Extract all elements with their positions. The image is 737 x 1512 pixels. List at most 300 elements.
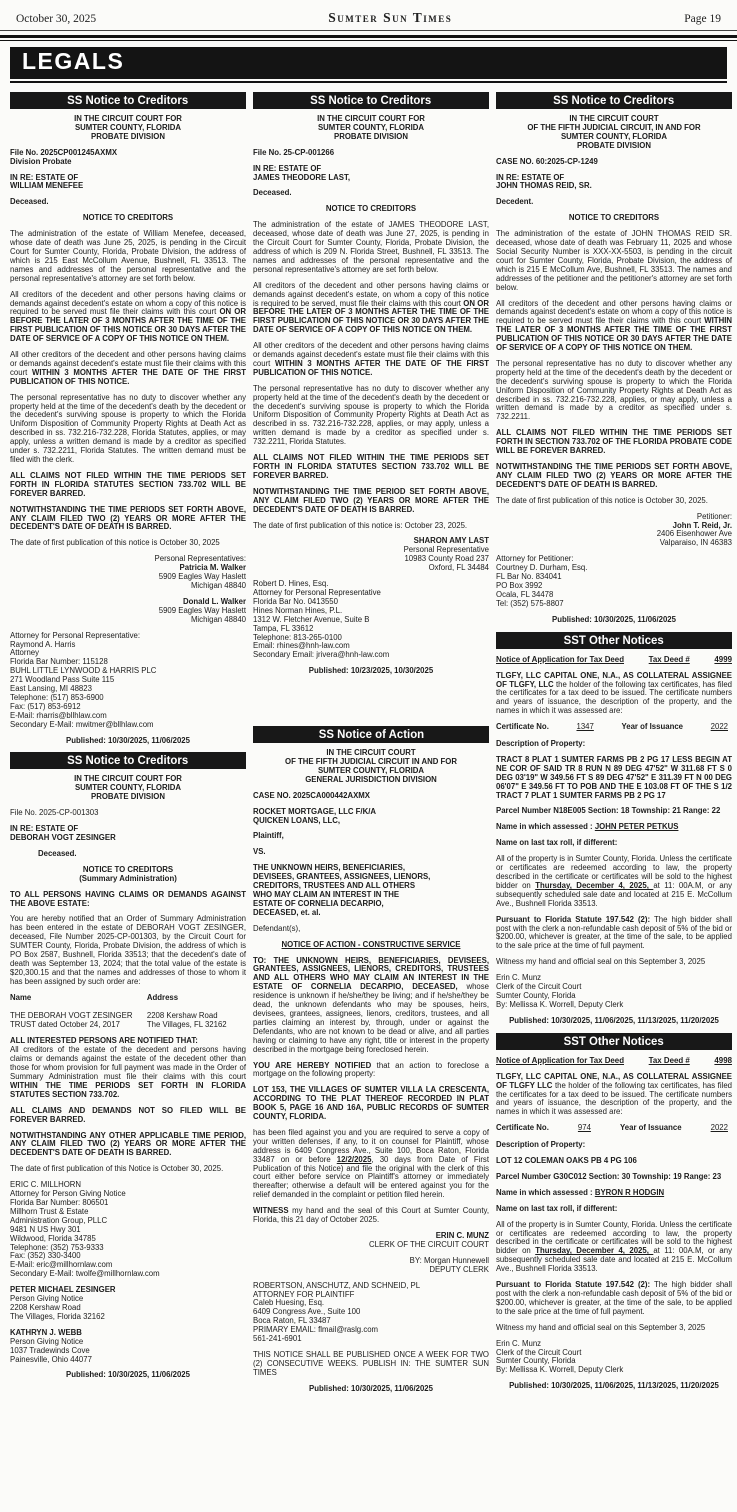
text-segment: Year of Issuance: [621, 722, 684, 732]
text-segment: Defendant(s),: [253, 923, 301, 933]
notice-paragraph: [496, 463, 732, 490]
text-segment: DECEASED, et. al.: [253, 907, 321, 917]
text-segment: Telephone: 813-265-0100: [253, 632, 342, 642]
text-segment: The administration of the estate of William Menefee, deceased, whose date of death was June 25, 2025, is pending in the Circuit Court for Sumter County, Florida, Probate Division, the address of which is 215 East McCollum Avenue, Bushnell, FL 33513. The names and addresses of the personal representative and the personal representative's attorney are set forth below.: [10, 229, 246, 283]
notice-section: [10, 92, 246, 745]
page-header: [0, 0, 737, 31]
text-segment: Fax: (517) 853-6912: [10, 701, 81, 711]
text-segment: Hines Norman Hines, P.L.: [253, 605, 343, 615]
text-segment: Name in which assessed :: [496, 822, 595, 832]
notice-paragraph: [253, 1086, 489, 1122]
text-lines: [10, 174, 246, 192]
text-segment: Parcel Number G30C012 Section: 30 Township: 19 Range: 23: [496, 1171, 722, 1181]
text-lines: [253, 749, 489, 785]
text-segment: TRUST dated October 24, 2017: [10, 1019, 120, 1029]
notice-paragraph: [253, 488, 489, 515]
text-line: [496, 198, 732, 207]
text-line: [10, 809, 246, 818]
text-segment: Florida Bar Number: 806501: [10, 1198, 109, 1207]
text-segment: the holder of the following tax certificates, has filed the certificates for a tax deed to be issued. The certificate numbers and years of issuance, the description of the property, and the names in which it was assessed are:: [496, 1080, 732, 1117]
text-line: [496, 158, 732, 167]
legals-banner-title: LEGALS: [22, 48, 125, 74]
text-lines: [253, 941, 489, 950]
text-segment: IN RE: ESTATE OF: [10, 172, 79, 182]
notice-paragraph: [253, 1351, 489, 1378]
text-segment: Millhorn Trust & Estate: [10, 1206, 89, 1216]
text-segment: By: Mellissa K. Worrell, Deputy Clerk: [496, 999, 624, 1009]
notice-paragraph: [10, 230, 246, 283]
text-segment: IN THE CIRCUIT COURT FOR: [74, 774, 182, 784]
text-segment: 2022: [710, 1123, 728, 1133]
text-segment: Witness my hand and official seal on this September 3, 2025: [496, 957, 706, 967]
text-segment: Name in which assessed :: [496, 1187, 595, 1197]
text-segment: Published: 10/23/2025, 10/30/2025: [308, 666, 434, 676]
text-segment: TO ALL PERSONS HAVING CLAIMS OR DEMANDS AGAINST THE ABOVE ESTATE:: [10, 889, 246, 908]
notice-paragraph: [10, 472, 246, 499]
text-segment: Petitioner:: [696, 511, 732, 521]
text-line: [253, 667, 489, 676]
text-segment: Tel: (352) 575-8807: [496, 598, 564, 608]
notice-paragraph: [496, 672, 732, 717]
header-double-rule: [0, 35, 737, 41]
section-title-bar: [496, 1033, 732, 1050]
text-line: [496, 1366, 732, 1375]
text-line: [10, 1371, 246, 1380]
text-lines: [253, 864, 489, 917]
text-segment: NOTICE TO CREDITORS: [325, 204, 417, 214]
text-segment: The personal representative has no duty to discover whether any property held at the time of the decedent's death by the decedent or the decedent's surviving spouse is property to which the Florida Uniform Disposition of Community Property Rights at Death Act as described in ss. 732.216-732.228, Florida Statutes, applies, or may apply, unless a written demand is made by a creditor as specified under s. 732.2211, Florida Statutes. The written demand must be filed with the clerk.: [10, 392, 246, 464]
text-line: [496, 214, 732, 223]
text-segment: PETER MICHAEL ZESINGER: [10, 1285, 116, 1295]
notice-section: [10, 752, 246, 1380]
text-line: [496, 1001, 732, 1010]
text-segment: Raymond A. Harris: [10, 639, 76, 649]
text-segment: SUMTER COUNTY, FLORIDA: [560, 131, 668, 141]
text-segment: Name: [10, 992, 32, 1002]
text-segment: NOTWITHSTANDING THE TIME PERIODS SET FORTH ABOVE, ANY CLAIM FILED TWO (2) YEARS OR MORE AFTER THE DECEDENT'S DATE OF DEATH IS BARRED.: [496, 462, 732, 489]
text-line: [253, 651, 489, 660]
text-segment: Thursday, December 4, 2025,: [535, 1246, 654, 1256]
notice-paragraph: [496, 497, 732, 506]
text-lines: [10, 1371, 246, 1380]
text-segment: DEPUTY CLERK: [429, 1264, 489, 1274]
text-segment: Year of Issuance: [620, 1123, 682, 1133]
text-segment: WITNESS: [253, 1206, 289, 1216]
text-segment: Pursuant to Florida Statute 197.542 (2):: [496, 914, 651, 924]
text-segment: Secondary E-Mail: mwitmer@bllhlaw.com: [10, 719, 154, 729]
text-segment: Deceased.: [38, 848, 77, 858]
text-segment: Deceased.: [253, 188, 292, 198]
text-segment: Painesville, Ohio 44077: [10, 1354, 92, 1364]
text-lines: [496, 214, 732, 223]
text-lines: [253, 115, 489, 142]
text-segment: The personal representative has no duty to discover whether any property held at the time of the decedent's death by the decedent or the decedent's surviving spouse is property to which the Florida Uniform Disposition of Community Property Rights at Death Act as described in ss. 732.216-732.228, applies, or may apply, unless a written demand is made by a creditor as specified under s. 732.2211.: [496, 358, 732, 422]
notice-section: [253, 92, 489, 723]
text-line: [10, 182, 246, 191]
tax-deed-header-left: Notice of Application for Tax Deed: [496, 1055, 625, 1065]
text-segment: All other creditors of the decedent and other persons having claims or demands against decedent's estate must file their claims with this court: [253, 341, 489, 368]
notice-paragraph: [253, 1062, 489, 1080]
text-segment: GENERAL JURISDICTION DIVISION: [305, 774, 437, 784]
text-segment: IN RE: ESTATE OF: [253, 163, 322, 173]
text-line: [10, 850, 246, 859]
notice-paragraph: [10, 351, 246, 387]
text-segment: Michigan 48840: [190, 580, 246, 590]
text-segment: 5909 Eagles Way Haslett: [158, 572, 246, 582]
text-lines: [10, 555, 246, 591]
section-title-bar: [253, 726, 489, 743]
text-line: [253, 1266, 489, 1275]
text-segment: IN THE CIRCUIT COURT FOR: [74, 114, 182, 123]
text-segment: BY: Morgan Hunnewell: [409, 1255, 489, 1265]
text-segment: All other creditors of the decedent and other persons having claims or demands against decedent's estate must file their claims with this court: [10, 350, 246, 377]
text-lines: [496, 1340, 732, 1376]
text-segment: 5909 Eagles Way Haslett: [158, 605, 246, 615]
notice-paragraph: [10, 1165, 246, 1174]
text-segment: Division Probate: [10, 156, 72, 166]
text-segment: ON OR BEFORE THE LATER OF 3 MONTHS AFTER THE TIME OF THE FIRST PUBLICATION OF THIS NOTICE OR 30 DAYS AFTER THE DATE OF SERVICE OF A COPY OF THIS NOTICE ON THEM.: [10, 307, 247, 344]
text-segment: OF THE FIFTH JUDICIAL CIRCUIT IN AND FOR: [285, 757, 457, 767]
text-segment: Pursuant to Florida Statute 197.542 (2):: [496, 1280, 651, 1290]
text-line: [496, 600, 732, 609]
text-segment: 974: [577, 1123, 591, 1133]
text-segment: Name on last tax roll, if different:: [496, 1203, 618, 1213]
text-segment: IN RE: ESTATE OF: [10, 824, 79, 834]
text-segment: SUMTER COUNTY, FLORIDA: [317, 765, 425, 775]
name-address-header: [10, 994, 246, 1003]
text-lines: [253, 165, 489, 183]
notice-paragraph: [253, 342, 489, 378]
legal-notice-columns: [0, 83, 737, 1401]
tax-deed-header-right: 4998: [714, 1055, 732, 1065]
text-lines: [10, 214, 246, 223]
newspaper-name: Sumter Sun Times: [328, 10, 453, 25]
tax-deed-header-mid: Tax Deed #: [648, 1055, 690, 1065]
notice-paragraph: [496, 740, 732, 749]
text-line: [10, 133, 246, 142]
notice-paragraph: [496, 1205, 732, 1214]
text-segment: PROBATE DIVISION: [91, 131, 165, 141]
text-lines: [10, 598, 246, 625]
text-line: [253, 925, 489, 934]
text-line: [253, 205, 489, 214]
text-segment: The date of first publication of this notice is: October 23, 2025.: [253, 520, 468, 530]
section-title: SS Notice to Creditors: [67, 753, 189, 768]
notice-paragraph: [10, 394, 246, 465]
text-lines: [10, 866, 246, 884]
text-segment: Erin C. Munz: [496, 1338, 542, 1348]
text-segment: Michigan 48840: [190, 614, 246, 624]
text-segment: File No. 2025CP001245AXMX: [10, 147, 118, 157]
text-segment: Published: 10/30/2025, 11/06/2025: [66, 1370, 190, 1380]
name-address-table: [10, 994, 246, 1030]
text-lines: [496, 1382, 732, 1391]
text-segment: OF THE FIFTH JUDICIAL CIRCUIT, IN AND FOR: [527, 122, 701, 132]
text-segment: PROBATE DIVISION: [577, 140, 651, 150]
text-lines: [253, 189, 489, 198]
text-line: [253, 1385, 489, 1394]
text-segment: Tampa, FL 33612: [253, 623, 314, 633]
text-segment: Description of Property:: [496, 739, 586, 749]
text-segment: IN RE: ESTATE OF: [496, 172, 565, 182]
text-segment: has been filed against you and you are required to serve a copy of your written defenses, if any, to it on counsel for Plaintiff, whose address is 6409 Congress Ave., Suite 100, Boca Raton, Florida 33487 on or before: [253, 1127, 489, 1164]
text-segment: Sumter County, Florida: [496, 990, 576, 1000]
text-segment: Sumter County, Florida: [496, 1356, 576, 1366]
text-segment: WITHIN THE TIME PERIODS SET FORTH IN FLORIDA STATUTES SECTION 733.702.: [10, 1080, 246, 1099]
text-segment: Clerk of the Circuit Court: [496, 1347, 582, 1357]
text-segment: Valparaiso, IN 46383: [659, 538, 732, 548]
text-segment: By: Mellissa K. Worrell, Deputy Clerk: [496, 1365, 624, 1375]
text-segment: The administration of the estate of JOHN THOMAS REID SR. deceased, whose date of death was February 11, 2025 and whose Social Security Number is XXX-XX-5503, is pending in the circuit court for Sumter County, Florida, Probate Division, the address of which is 215 E McCollum Ave, Bushnell, FL 33513. The names and addresses of the petitioner and the petitioner's attorney are set forth below.: [496, 229, 732, 292]
text-lines: [253, 1385, 489, 1394]
text-lines: [253, 1282, 489, 1344]
text-lines: [10, 149, 246, 167]
text-segment: NOTWITHSTANDING THE TIME PERIOD SET FORTH ABOVE, ANY CLAIM FILED TWO (2) YEARS OR MORE AFTER THE DECEDENT'S DATE OF DEATH IS BARRED.: [253, 486, 489, 514]
text-segment: FL Bar No. 834041: [496, 572, 562, 582]
text-segment: 2208 Kershaw Road: [10, 1302, 81, 1312]
section-title-bar: [253, 92, 489, 109]
text-segment: File No. 2025-CP-001303: [10, 808, 99, 818]
text-segment: Secondary Email: jrivera@hnh-law.com: [253, 650, 390, 660]
text-lines: [10, 115, 246, 142]
text-segment: Telephone: (517) 853-6900: [10, 692, 104, 702]
text-segment: THIS NOTICE SHALL BE PUBLISHED ONCE A WEEK FOR TWO (2) CONSECUTIVE WEEKS. PUBLISH IN: THE SUMTER SUN TIMES: [253, 1349, 489, 1377]
text-segment: Person Giving Notice: [10, 1336, 84, 1346]
text-segment: E-Mail: rharris@bllhlaw.com: [10, 710, 107, 720]
tax-deed-header-row: [496, 1056, 732, 1065]
notice-paragraph: [496, 1073, 732, 1118]
text-segment: Email: rhines@hnh-law.com: [253, 641, 350, 651]
text-line: [496, 1017, 732, 1026]
text-segment: ALL CLAIMS NOT FILED WITHIN THE TIME PERIODS SET FORTH IN SECTION 733.702 OF THE FLORIDA PROBATE CODE WILL BE FOREVER BARRED.: [496, 428, 732, 456]
text-segment: Donald L. Walker: [183, 596, 246, 606]
text-line: [10, 737, 246, 746]
text-segment: Decedent.: [496, 197, 534, 207]
text-line: [253, 776, 489, 785]
notice-paragraph: [10, 506, 246, 533]
section-title: SS Notice of Action: [318, 727, 424, 742]
section-title-bar: [10, 752, 246, 769]
notice-paragraph: [10, 915, 246, 986]
text-lines: [496, 555, 732, 608]
page-number: Page 19: [684, 13, 721, 25]
text-line: [496, 142, 732, 151]
section-title-bar: [496, 92, 732, 109]
text-lines: [10, 809, 246, 818]
notice-paragraph: [496, 839, 732, 848]
text-line: [10, 834, 246, 843]
text-segment: NOTICE TO CREDITORS: [568, 213, 660, 223]
text-segment: Description of Property:: [496, 1140, 586, 1150]
text-segment: Attorney for Personal Representative: [253, 587, 381, 597]
text-segment: Thursday, December 4, 2025,: [535, 880, 654, 890]
text-segment: SUMTER COUNTY, FLORIDA: [74, 122, 182, 132]
text-segment: Personal Representatives:: [154, 554, 246, 564]
text-segment: Oxford, FL 34484: [428, 563, 489, 573]
notice-section: [496, 632, 732, 1026]
text-line: [253, 817, 489, 826]
text-segment: my hand and the seal of this Court at Sumter County, Florida, this 21 day of October 2025.: [253, 1206, 489, 1225]
notice-paragraph: [496, 855, 732, 908]
text-line: [496, 182, 732, 191]
tax-deed-header-right: 4999: [714, 654, 732, 664]
text-segment: The Villages, FL 32162: [146, 1019, 227, 1029]
text-lines: [496, 1017, 732, 1026]
text-segment: PRIMARY EMAIL: flmail@raslg.com: [253, 1325, 379, 1335]
text-segment: Attorney: [10, 648, 40, 658]
text-lines: [496, 974, 732, 1010]
text-segment: The high bidder shall post with the clerk a non-refundable cash deposit of 5% of the bid or $200.00, whichever is greater, at the time of the sale, to be applied to the sale price at the time of full payment.: [496, 1280, 732, 1316]
text-segment: NOTICE TO CREDITORS: [82, 864, 174, 874]
spacer: [253, 683, 489, 723]
text-segment: John T. Reid, Jr.: [672, 520, 732, 530]
text-lines: [253, 925, 489, 934]
text-segment: Published: 10/30/2025, 11/06/2025: [552, 614, 676, 624]
text-segment: 10983 County Road 237: [404, 554, 489, 564]
text-segment: 2022: [710, 722, 728, 732]
text-segment: , 30 days from Date of First Publication of this Notice) and file the original with the clerk of this court either before service on Plaintiff's attorney or immediately thereafter; otherwise a default will be entered against you for the relief demanded in the complaint or petition filed herein.: [253, 1154, 489, 1200]
text-line: [496, 1382, 732, 1391]
text-segment: TRACT 8 PLAT 1 SUMTER FARMS PB 2 PG 17 LESS BEGIN AT NE COR OF SAID TR 8 RUN N 89 DEG 47'52" W 311.68 FT S 0 DEG 03'19" W 349.56 FT S 89 DEG 47'52" E 311.39 FT N 00 DEG 06'07" E 349.56 FT TO POB AND THE E 103.08 FT OF THE S 1/2 TRACT 7 PLAT 1 SUMTER FARMS PB 2 PG 17: [496, 754, 732, 800]
notice-paragraph: [10, 291, 246, 344]
text-line: [253, 564, 489, 573]
notice-section: [496, 92, 732, 625]
text-segment: Erin C. Munz: [496, 973, 542, 983]
notice-paragraph: [496, 916, 732, 952]
text-lines: [253, 1232, 489, 1250]
notice-paragraph: [10, 1132, 246, 1159]
text-lines: [253, 149, 489, 158]
text-segment: NOTICE TO CREDITORS: [82, 213, 174, 223]
text-lines: [253, 848, 489, 857]
text-segment: Boca Raton, FL 33487: [253, 1316, 331, 1326]
text-segment: All creditors of the decedent and other persons having claims or demands against decedent's estate on whom a copy of this notice is required to be served must file their claims with this court: [496, 298, 732, 326]
text-segment: 12/2/2025: [336, 1154, 372, 1164]
text-line: [253, 1335, 489, 1344]
text-segment: The date of first publication of this Notice is October 30, 2025.: [10, 1164, 224, 1174]
text-segment: 271 Woodland Pass Suite 115: [10, 675, 115, 685]
notice-section: [496, 1033, 732, 1391]
text-segment: Witness my hand and official seal on this September 3, 2025: [496, 1322, 706, 1332]
text-lines: [496, 616, 732, 625]
text-line: [253, 174, 489, 183]
text-lines: [10, 1286, 246, 1322]
text-line: [496, 539, 732, 548]
text-segment: JOHN PETER PETKUS: [594, 822, 679, 832]
text-segment: VS.: [253, 847, 266, 857]
text-segment: TO: THE UNKNOWN HEIRS, BENEFICIARIES, DEVISEES, GRANTEES, ASSIGNEES, LIENORS, CREDITORS, TRUSTEES AND ALL OTHERS WHO MAY CLAIM AN INTEREST IN THE ESTATE OF CORNELIA DECARPIO, DECEASED,: [253, 955, 489, 992]
tax-deed-header-row: [496, 655, 732, 664]
text-segment: Telephone: (352) 753-9333: [10, 1242, 104, 1252]
notice-paragraph: [496, 1221, 732, 1274]
text-segment: JOHN THOMAS REID, SR.: [496, 181, 592, 191]
text-segment: ALL CLAIMS NOT FILED WITHIN THE TIME PERIODS SET FORTH IN FLORIDA STATUTES SECTION 733.702 WILL BE FOREVER BARRED.: [10, 470, 246, 498]
text-line: [253, 1241, 489, 1250]
text-segment: Plaintiff,: [253, 831, 284, 841]
text-lines: [496, 115, 732, 151]
text-line: [253, 832, 489, 841]
text-line: [10, 198, 246, 207]
legal-column-1: [10, 89, 246, 1387]
notice-paragraph: [496, 230, 732, 292]
text-segment: 561-241-6901: [253, 1334, 302, 1344]
notice-paragraph: [496, 429, 732, 456]
legal-column-3: [496, 89, 732, 1398]
text-line: [253, 909, 489, 918]
tax-deed-header-left: Notice of Application for Tax Deed: [496, 654, 625, 664]
notice-section: [253, 726, 489, 1393]
text-line: [10, 1270, 246, 1279]
text-segment: BYRON R HODGIN: [594, 1187, 665, 1197]
text-segment: Certificate No.: [496, 1123, 549, 1133]
text-lines: [10, 1329, 246, 1365]
text-segment: SUMTER COUNTY, FLORIDA: [74, 783, 182, 793]
text-segment: Attorney for Person Giving Notice: [10, 1189, 126, 1199]
text-segment: WHO MAY CLAIM AN INTEREST IN THE: [253, 890, 400, 899]
text-segment: Address: [146, 992, 179, 1002]
text-segment: Administration Group, PLLC: [10, 1215, 108, 1225]
text-segment: NOTICE OF ACTION - CONSTRUCTIVE SERVICE: [281, 939, 461, 949]
text-segment: Patricia M. Walker: [179, 563, 246, 573]
text-segment: IN THE CIRCUIT COURT: [326, 748, 416, 758]
text-segment: Published: 10/30/2025, 11/06/2025, 11/13/2025, 11/20/2025: [509, 1381, 719, 1391]
text-segment: PO Box 3992: [496, 580, 543, 590]
section-title: SST Other Notices: [563, 1033, 665, 1048]
text-line: [10, 1356, 246, 1365]
text-segment: The personal representative has no duty to discover whether any property held at the time of the decedent's death by the decedent or the decedent's surviving spouse is property to which the Florida Uniform Disposition of Community Property Rights at Death Act as described in ss. 732.216-732.228, applies, or may apply, unless a written demand is made by a creditor as specified under s. 732.2211, Florida Statutes.: [253, 383, 489, 447]
text-segment: Published: 10/30/2025, 11/06/2025, 11/13/2025, 11/20/2025: [509, 1015, 719, 1025]
notice-paragraph: [10, 1107, 246, 1125]
text-lines: [253, 1257, 489, 1275]
notice-paragraph: [253, 1129, 489, 1200]
text-segment: 1037 Tradewinds Cove: [10, 1345, 90, 1355]
text-line: [496, 616, 732, 625]
text-line: [253, 149, 489, 158]
certificate-row: [496, 1124, 732, 1133]
text-segment: whose residence is unknown if he/she/they be living; and if he/she/they be dead, the unknown defendants who may be spouses, heirs, devisees, grantees, assignees, lienors, creditors, trustees, and all parties claiming an interest by, through, under or against the Defendants, who are not known to be dead or alive, and all parties having or claiming to have any right, title or interest in the property described in the mortgage being foreclosed herein.: [253, 982, 489, 1054]
text-segment: 1347: [576, 722, 594, 732]
text-lines: [10, 825, 246, 843]
text-line: [10, 158, 246, 167]
notice-paragraph: [496, 1189, 732, 1198]
text-lines: [253, 580, 489, 660]
text-segment: CASE NO. 60:2025-CP-1249: [496, 156, 598, 166]
notice-paragraph: [496, 300, 732, 353]
text-line: [10, 793, 246, 802]
text-segment: SUMTER COUNTY, FLORIDA: [317, 122, 425, 132]
notice-paragraph: [10, 891, 246, 909]
text-lines: [253, 205, 489, 214]
section-title: SS Notice to Creditors: [310, 93, 432, 107]
text-line: [10, 582, 246, 591]
text-segment: CLERK OF THE CIRCUIT COURT: [369, 1239, 489, 1249]
text-lines: [253, 808, 489, 826]
legals-banner: [10, 47, 727, 79]
text-segment: 6409 Congress Ave., Suite 100: [253, 1307, 361, 1317]
text-segment: Certificate No.: [496, 722, 549, 732]
text-lines: [10, 198, 246, 207]
text-lines: [10, 632, 246, 730]
text-segment: TLGFY, LLC CAPITAL ONE, N.A., AS COLLATERAL ASSIGNEE OF TLGFY, LLC: [496, 670, 732, 689]
notice-paragraph: [496, 360, 732, 422]
text-segment: Florida Bar No. 0413550: [253, 596, 338, 606]
text-segment: East Lansing, MI 48823: [10, 684, 92, 694]
text-segment: IN THE CIRCUIT COURT FOR: [317, 114, 425, 123]
text-segment: PROBATE DIVISION: [334, 131, 408, 141]
text-segment: Attorney for Petitioner:: [496, 554, 574, 564]
text-segment: Person Giving Notice: [10, 1294, 84, 1304]
text-segment: JAMES THEODORE LAST,: [253, 172, 351, 182]
